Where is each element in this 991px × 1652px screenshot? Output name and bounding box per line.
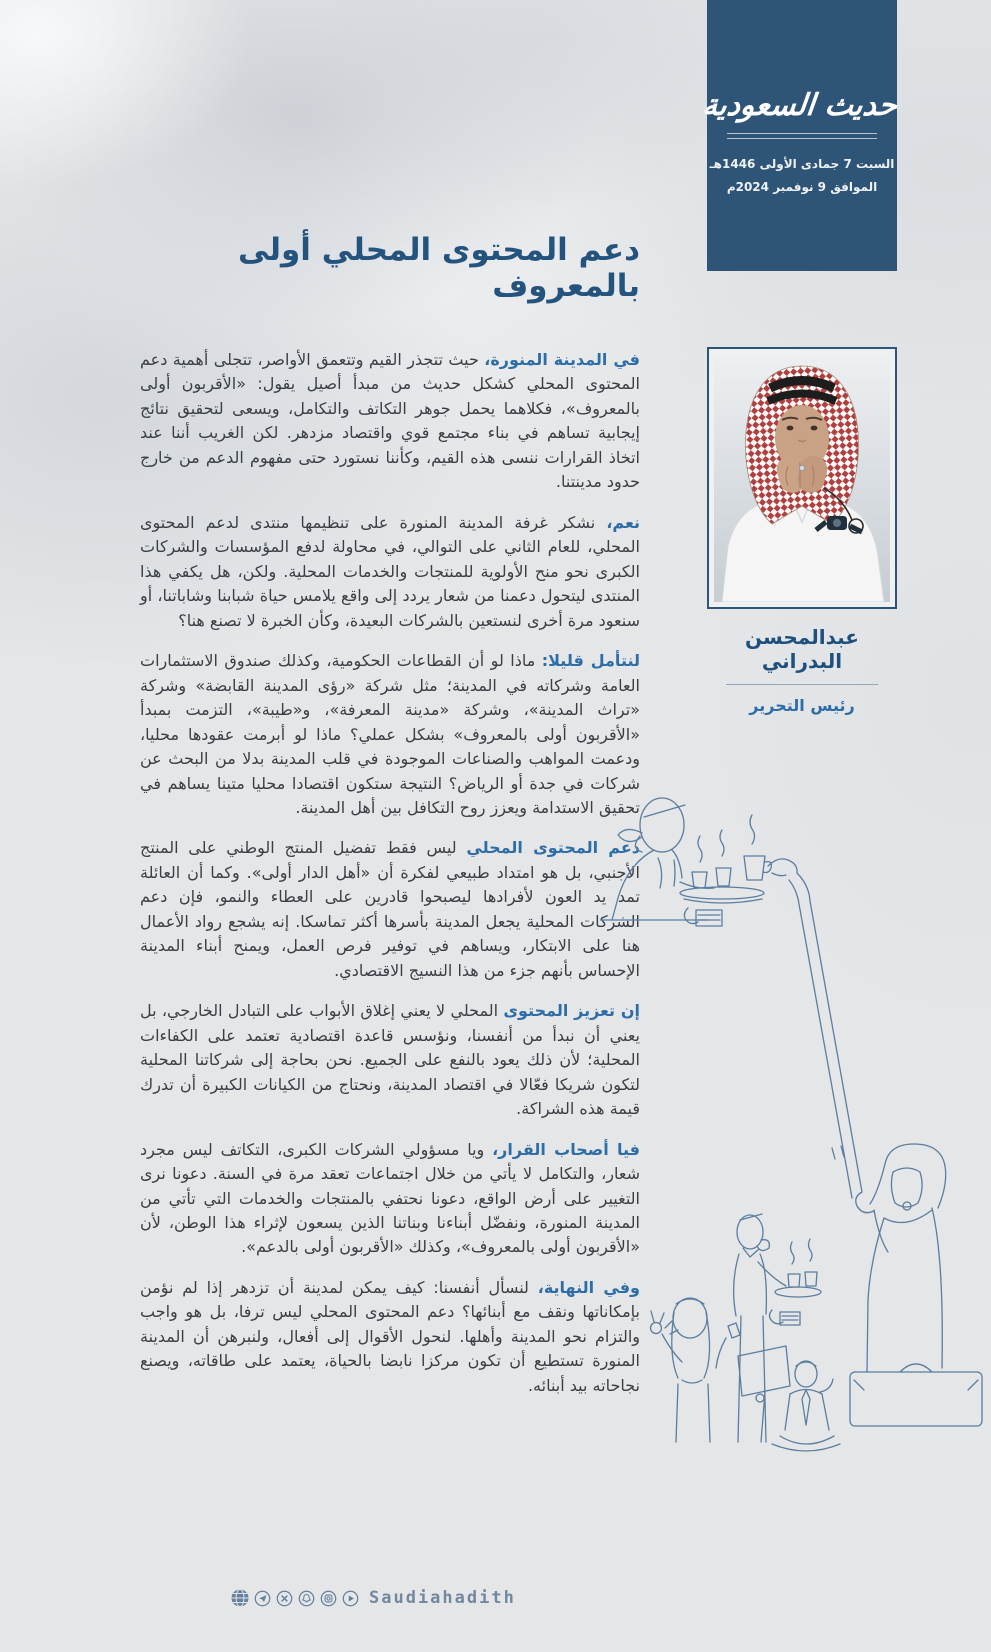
paragraph-lead: لنتأمل قليلا: [541,651,641,671]
paragraph-lead: فيا أصحاب القرار، [492,1139,640,1159]
date-gregorian: الموافق 9 نوفمبر 2024م [726,179,878,194]
paragraph-lead: إن تعزيز المحتوى [503,1001,641,1021]
globe-icon[interactable] [230,1588,250,1608]
paragraph-lead: وفي النهاية، [537,1277,641,1297]
article-paragraph [140,348,640,495]
logo-underline [727,133,877,139]
article-paragraph [140,999,640,1121]
author-name: عبدالمحسن البدراني [745,625,859,673]
date-hijri: السبت 7 جمادى الأولى 1446هـ [709,157,895,171]
instagram-icon[interactable] [319,1589,338,1608]
article-paragraph [140,511,640,633]
author-card [707,347,897,715]
coffee-serving-illustration [600,740,991,1460]
paragraph-lead: دعم المحتوى المحلي [466,838,640,858]
telegram-icon[interactable] [253,1589,272,1608]
author-role: رئيس التحرير [749,696,855,715]
social-handle[interactable]: Saudiahadith [369,1588,516,1608]
footer-social-bar [230,1588,516,1608]
paragraph-text: ليس فقط تفضيل المنتج الوطني على المنتج الأجنبي، بل هو امتداد طبيعي لفكرة أن «أهل الدار أولى». وكما أن العائلة تمد يد العون لأفرادها ليصبحوا قادرين على العطاء والنمو، فإن دعم الشركات المحلية يجعل المدينة بأسرها أكثر تماسكا. إنه يشجع رواد الأعمال هنا على الابتكار، ويساهم في توفير فرص العمل، ويمنح أبناء المدينة الإحساس بأنهم جزء من هذا النسيج الاقتصادي. [140,838,640,980]
snapchat-icon[interactable] [297,1589,316,1608]
youtube-icon[interactable] [341,1589,360,1608]
article-paragraph [140,1276,640,1398]
x-icon[interactable] [275,1589,294,1608]
author-photo-frame [707,347,897,609]
social-icons [230,1588,360,1608]
author-photo [714,354,890,602]
paragraph-text: المحلي لا يعني إغلاق الأبواب على التبادل الخارجي، بل يعني أن نبدأ من أنفسنا، ونؤسس قاعدة اقتصادية تعتمد على الكفاءات المحلية؛ لأن ذلك يعود بالنفع على الجميع. نحن بحاجة إلى شركاتنا المحلية لتكون شريكا فعّالا في اقتصاد المدينة، ونحتاج من الكيانات الكبيرة أن تدرك قيمة هذه الشراكة. [140,1001,640,1119]
masthead-banner [700,0,899,271]
article-title: دعم المحتوى المحلي أولى بالمعروف [238,232,640,304]
article-paragraph [140,649,640,820]
publication-logo: حديث السعودية [700,88,899,123]
author-divider [726,684,878,685]
paragraph-lead: في المدينة المنورة، [484,350,641,369]
article-paragraph [140,836,640,983]
paragraph-text: ماذا لو أن القطاعات الحكومية، وكذلك صندوق الاستثمارات العامة وشركاته في المدينة؛ مثل شركة «رؤى المدينة القابضة» وشركة «تراث المدينة»، وشركة «مدينة المعرفة»، و«طيبة»، التزمت بمبدأ «الأقربون أولى بالمعروف» بشكل عملي؟ ماذا لو أبرمت عقودها محليا، ودعمت المواهب والصناعات الموجودة في قلب المدينة بدلا من البحث عن شركات في جدة أو الرياض؟ النتيجة ستكون اقتصادا محليا متينا يساهم في تحقيق الاستدامة ويعزز روح التكافل بين أهل المدينة. [140,651,640,817]
paragraph-text: نشكر غرفة المدينة المنورة على تنظيمها منتدى لدعم المحتوى المحلي، للعام الثاني على التوالي، في محاولة لدفع المؤسسات والشركات الكبرى نحو منح الأولوية للمنتجات والخدمات المحلية. ولكن، هل يكفي هذا المنتدى ليتحول دعمنا من شعار يردد إلى واقع يلامس حياة شبابنا وشاباتنا، أو سنعود مرة أخرى لنستعين بالشركات البعيدة، وكأن الخبرة لا تصنع هنا؟ [140,512,640,630]
paragraph-lead: نعم، [606,512,640,532]
paragraph-text: ويا مسؤولي الشركات الكبرى، التكاتف ليس مجرد شعار، والتكامل لا يأتي من خلال اجتماعات تعقد مرة في السنة. دعونا نرى التغيير على أرض الواقع، دعونا نحتفي بالمنتجات والخدمات التي تأتي من المدينة المنورة، ونفضّل أبناءنا وبناتنا الذين يسعون لإثراء هذا الوطن، لأن «الأقربون أولى بالمعروف»، وكذلك «الأقربون أولى بالدعم». [140,1139,640,1257]
paragraph-text: لنسأل أنفسنا: كيف يمكن لمدينة أن تزدهر إذا لم نؤمن بإمكاناتها ونقف مع أبنائها؟ دعم المحتوى المحلي ليس ترفا، بل هو واجب والتزام نحو المدينة وأهلها. لنحول الأقوال إلى أفعال، ولنبرهن أن المدينة المنورة تستطيع أن تكون مركزا نابضا بالحياة، يعتمد على طاقاته، ويصنع نجاحاته بيد أبنائه. [140,1277,640,1395]
article-paragraph [140,1138,640,1260]
paragraph-text: حيث تتجذر القيم وتتعمق الأواصر، تتجلى أهمية دعم المحتوى المحلي كشكل حديث من مبدأ أصيل يقول: «الأقربون أولى بالمعروف»، فكلاهما يحمل جوهر التكاتف والتكامل، ويسعى لتحقيق نتائج إيجابية تساهم في بناء مجتمع قوي واقتصاد مزدهر. لكن الغريب أننا عند اتخاذ القرارات ننسى هذه القيم، وكأننا نستورد حتى مفهوم الدعم من خارج حدود مدينتنا. [140,350,640,492]
article [140,232,640,1414]
article-body [140,348,640,1398]
